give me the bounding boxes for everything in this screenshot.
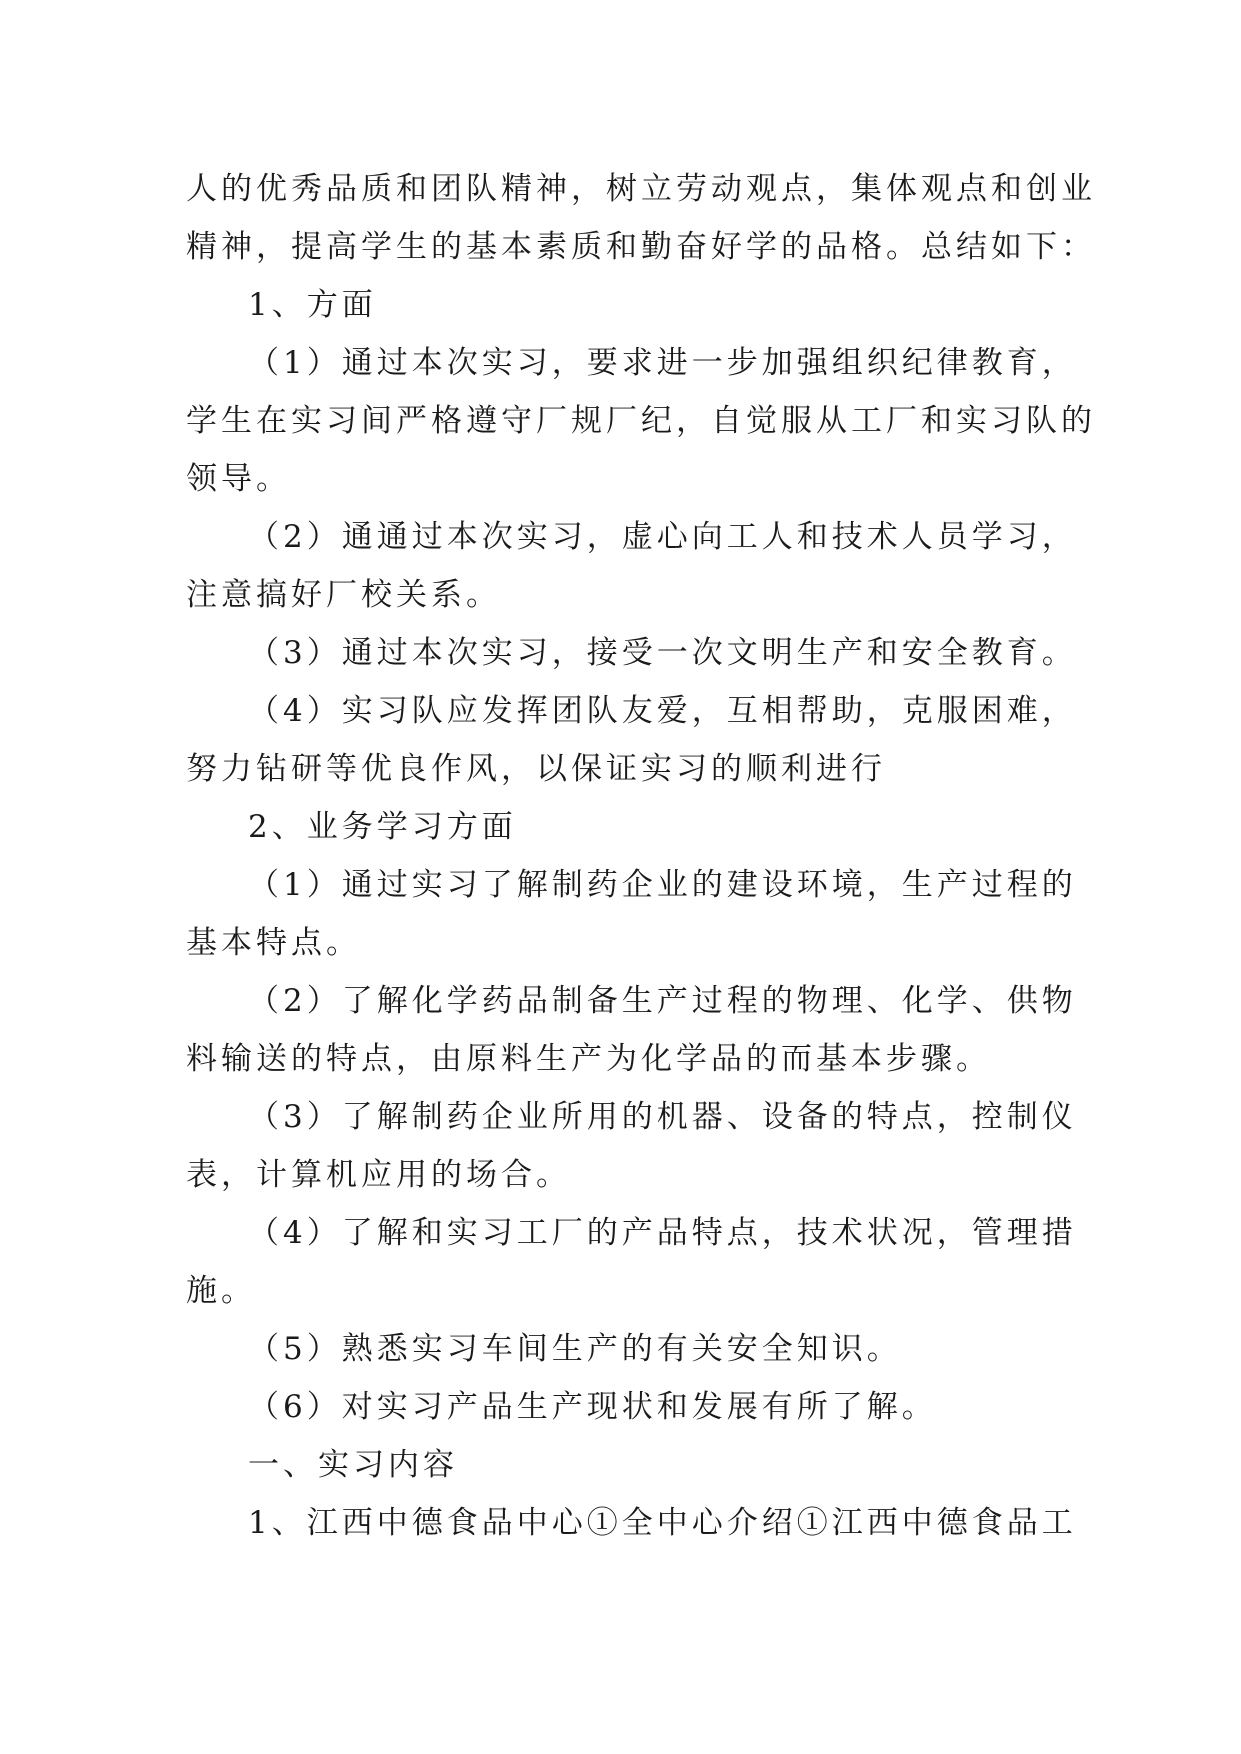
list-item-line: 施。	[186, 1273, 256, 1309]
list-item-line: （3）了解制药企业所用的机器、设备的特点，控制仪	[248, 1099, 1077, 1135]
list-item-line: （6）对实习产品生产现状和发展有所了解。	[248, 1389, 937, 1425]
list-item-line: 料输送的特点，由原料生产为化学品的而基本步骤。	[186, 1041, 991, 1077]
list-item-line: （2）了解化学药品制备生产过程的物理、化学、供物	[248, 983, 1077, 1019]
section-heading: 一、实习内容	[248, 1447, 458, 1483]
list-item-line: （2）通通过本次实习，虚心向工人和技术人员学习，	[248, 519, 1077, 555]
section-heading: 2、业务学习方面	[248, 809, 517, 845]
list-item-line: 学生在实习间严格遵守厂规厂纪，自觉服从工厂和实习队的	[186, 403, 1096, 439]
list-item-line: （1）通过本次实习，要求进一步加强组织纪律教育，	[248, 345, 1077, 381]
section-heading: 1、方面	[248, 287, 377, 323]
list-item-line: 1、江西中德食品中心①全中心介绍①江西中德食品工	[248, 1505, 1077, 1541]
list-item-line: 基本特点。	[186, 925, 361, 961]
list-item-line: （3）通过本次实习，接受一次文明生产和安全教育。	[248, 635, 1077, 671]
list-item-line: 领导。	[186, 461, 291, 497]
list-item-line: （1）通过实习了解制药企业的建设环境，生产过程的	[248, 867, 1077, 903]
list-item-line: （5）熟悉实习车间生产的有关安全知识。	[248, 1331, 902, 1367]
list-item-line: 注意搞好厂校关系。	[186, 577, 501, 613]
list-item-line: （4）了解和实习工厂的产品特点，技术状况，管理措	[248, 1215, 1077, 1251]
paragraph-line: 精神，提高学生的基本素质和勤奋好学的品格。总结如下：	[186, 229, 1096, 265]
paragraph-line: 人的优秀品质和团队精神，树立劳动观点，集体观点和创业	[186, 171, 1096, 207]
list-item-line: （4）实习队应发挥团队友爱，互相帮助，克服困难，	[248, 693, 1077, 729]
list-item-line: 努力钻研等优良作风，以保证实习的顺利进行	[186, 751, 886, 787]
document-body	[186, 160, 1096, 1552]
list-item-line: 表，计算机应用的场合。	[186, 1157, 571, 1193]
